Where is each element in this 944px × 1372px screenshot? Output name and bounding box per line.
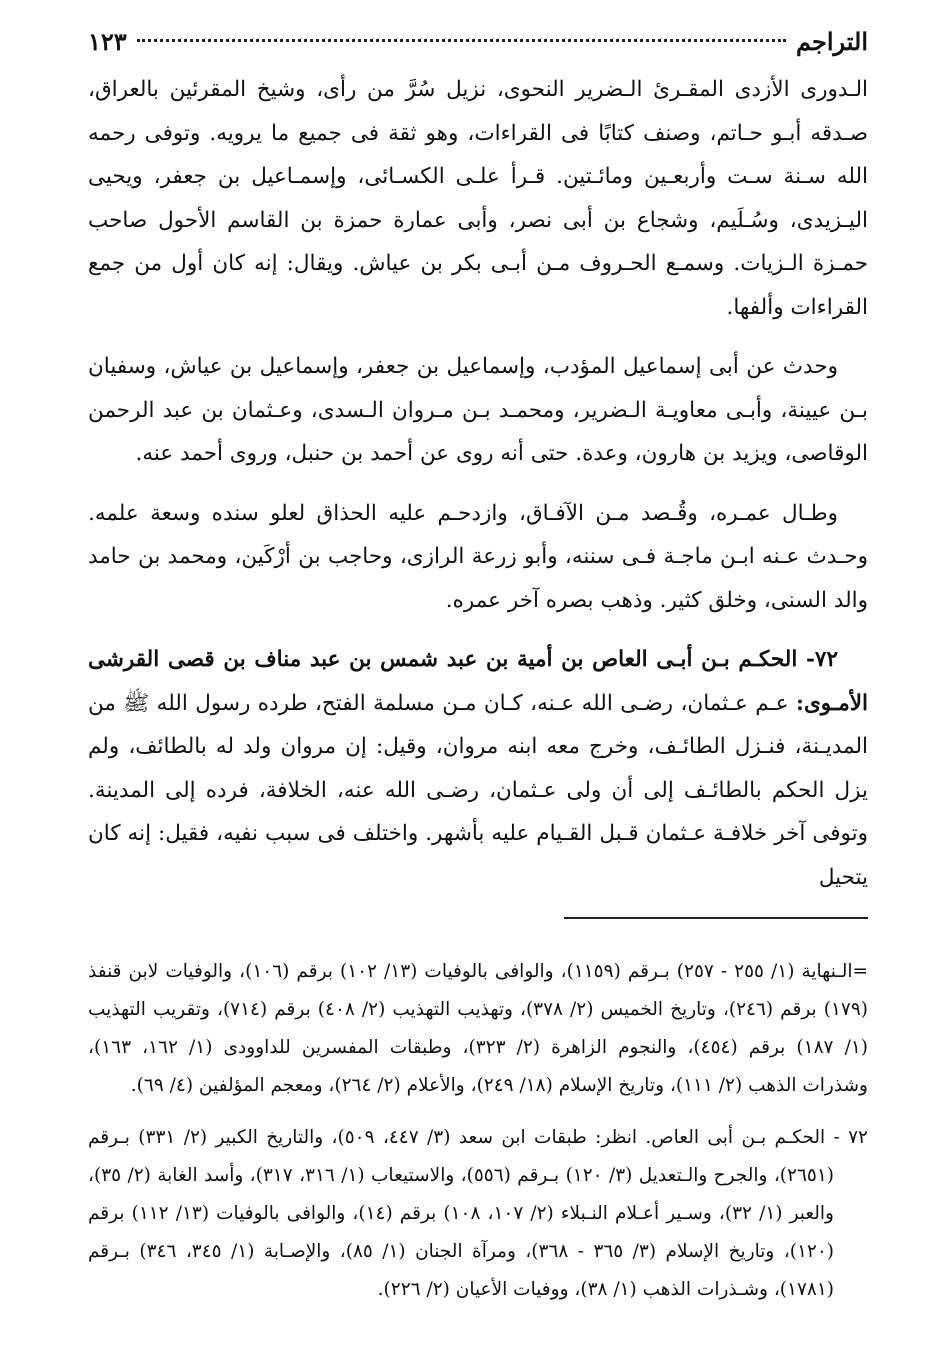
entry-heading: ٧٢- الحكـم بـن أبـى العاص بن أمية بن عبد شمس بن عبد مناف بن قصى القرشى الأمـوى: [88,647,868,716]
biography-entry-72 [88,638,868,899]
paragraph-3: وطـال عمـره، وقُـصد مـن الآفـاق، وازدحـم عليه الحذاق لعلو سنده وسعة علمه. وحـدث عـنه ابـن ماجـة فـى سننه، وأبو زرعة الرازى، وحاجب بن أرْكَين، ومحمد بن حامد والد السنى، وخلق كثير. وذهب بصره آخر عمره. [88,500,868,613]
header-dotted-leader [137,39,786,42]
paragraph-2: وحدث عن أبى إسماعيل المؤدب، وإسماعيل بن جعفر، وإسماعيل بن عياش، وسفيان بـن عيينة، وأبـى معاويـة الـضرير، ومحمـد بـن مـروان الـسدى، وعـثمان بن عبد الرحمن الوقاصى، ويزيد بن هارون، وعدة. حتى أنه روى عن أحمد بن حنبل، وروى أحمد عنه. [88,354,868,466]
footnote-continued: =الـنهاية (١/ ٢٥٥ - ٢٥٧) بـرقم (١١٥٩)، والوافى بالوفيات (١٣/ ١٠٢) برقم (١٠٦)، والوفيات لابن قنفذ (١٧٩) برقم (٢٤٦)، وتاريخ الخميس (٢/ ٣٧٨)، وتهذيب التهذيب (٢/ ٤٠٨) برقم (٧١٤)، وتقريب التهذيب (١/ ١٨٧) برقم (٤٥٤)، والنجوم الزاهرة (٢/ ٣٢٣)، وطبقات المفسرين للداوودى (١/ ١٦٢، ١٦٣)، وشذرات الذهب (٢/ ١١١)، وتاريخ الإسلام (١٨/ ٢٤٩)، والأعلام (٢/ ٢٦٤)، ومعجم المؤلفين (٤/ ٦٩). [88,961,868,1096]
footnote-72: ٧٢ - الحكـم بـن أبى العاص. انظر: طبقات ابن سعد (٣/ ٤٤٧، ٥٠٩)، والتاريخ الكبير (٢/ ٣٣١) بـرقم (٢٦٥١)، والجرح والـتعديل (٣/ ١٢٠) بـرقم (٥٥٦)، والاستيعاب (١/ ٣١٦، ٣١٧)، وأسد الغابة (٢/ ٣٥)، والعبر (١/ ٣٢)، وسـير أعـلام النـبلاء (٢/ ١٠٧، ١٠٨) برقم (١٤)، والوافى بالوفيات (١٣/ ١١٢) برقم (١٢٠)، وتاريخ الإسلام (٣/ ٣٦٥ - ٣٦٨)، ومرآة الجنان (١/ ٨٥)، والإصـابة (١/ ٣٤٥، ٣٤٦) بـرقم (١٧٨١)، وشـذرات الذهب (١/ ٣٨)، ووفيات الأعيان (٢/ ٢٢٦). [88,1127,868,1300]
paragraph-1: الـدورى الأزدى المقـرئ الـضرير النحوى، نزيل سُرَّ من رأى، وشيخ المقرئين بالعراق، صـدقه أبـو حـاتم، وصنف كتابًا فى القراءات، وهو ثقة فى جميع ما يرويه. وتوفى رحمه الله سـنة سـت وأربعـين ومائـتين. قـرأ علـى الكسـائى، وإسمـاعيل بن جعفر، ويحيى اليـزيدى، وسُـلَيم، وشجاع بن أبى نصر، وأبى عمارة حمزة بن القاسم الأحول صاحب حمـزة الـزيات. وسمـع الحـروف مـن أبـى بكر بن عياش. ويقال: إنه كان أول من جمع القراءات وألفها. [88,77,868,320]
running-header [88,22,868,68]
footnotes [88,953,868,1309]
main-text [88,68,868,899]
footnote-divider [564,917,868,919]
book-page [88,22,868,1323]
header-title: التراجم [796,27,868,56]
entry-text: عـم عـثمان، رضـى الله عـنه، كـان مـن مسلمة الفتح، طرده رسول الله ﷺ من المديـنة، فنـزل الطائـف، وخرج معه ابنه مروان، وقيل: إن مروان ولد له بالطائف، ولم يزل الحكم بالطائـف إلى أن ولى عـثمان، رضـى الله عنه، الخلافة، فرده إلى المدينة. وتوفى آخر خلافـة عـثمان قـبل القـيام عليه بأشهر. واختلف فى سبب نفيه، فقيل: إنه كان يتحيل [88,690,868,890]
page-number: ١٢٣ [88,27,127,56]
